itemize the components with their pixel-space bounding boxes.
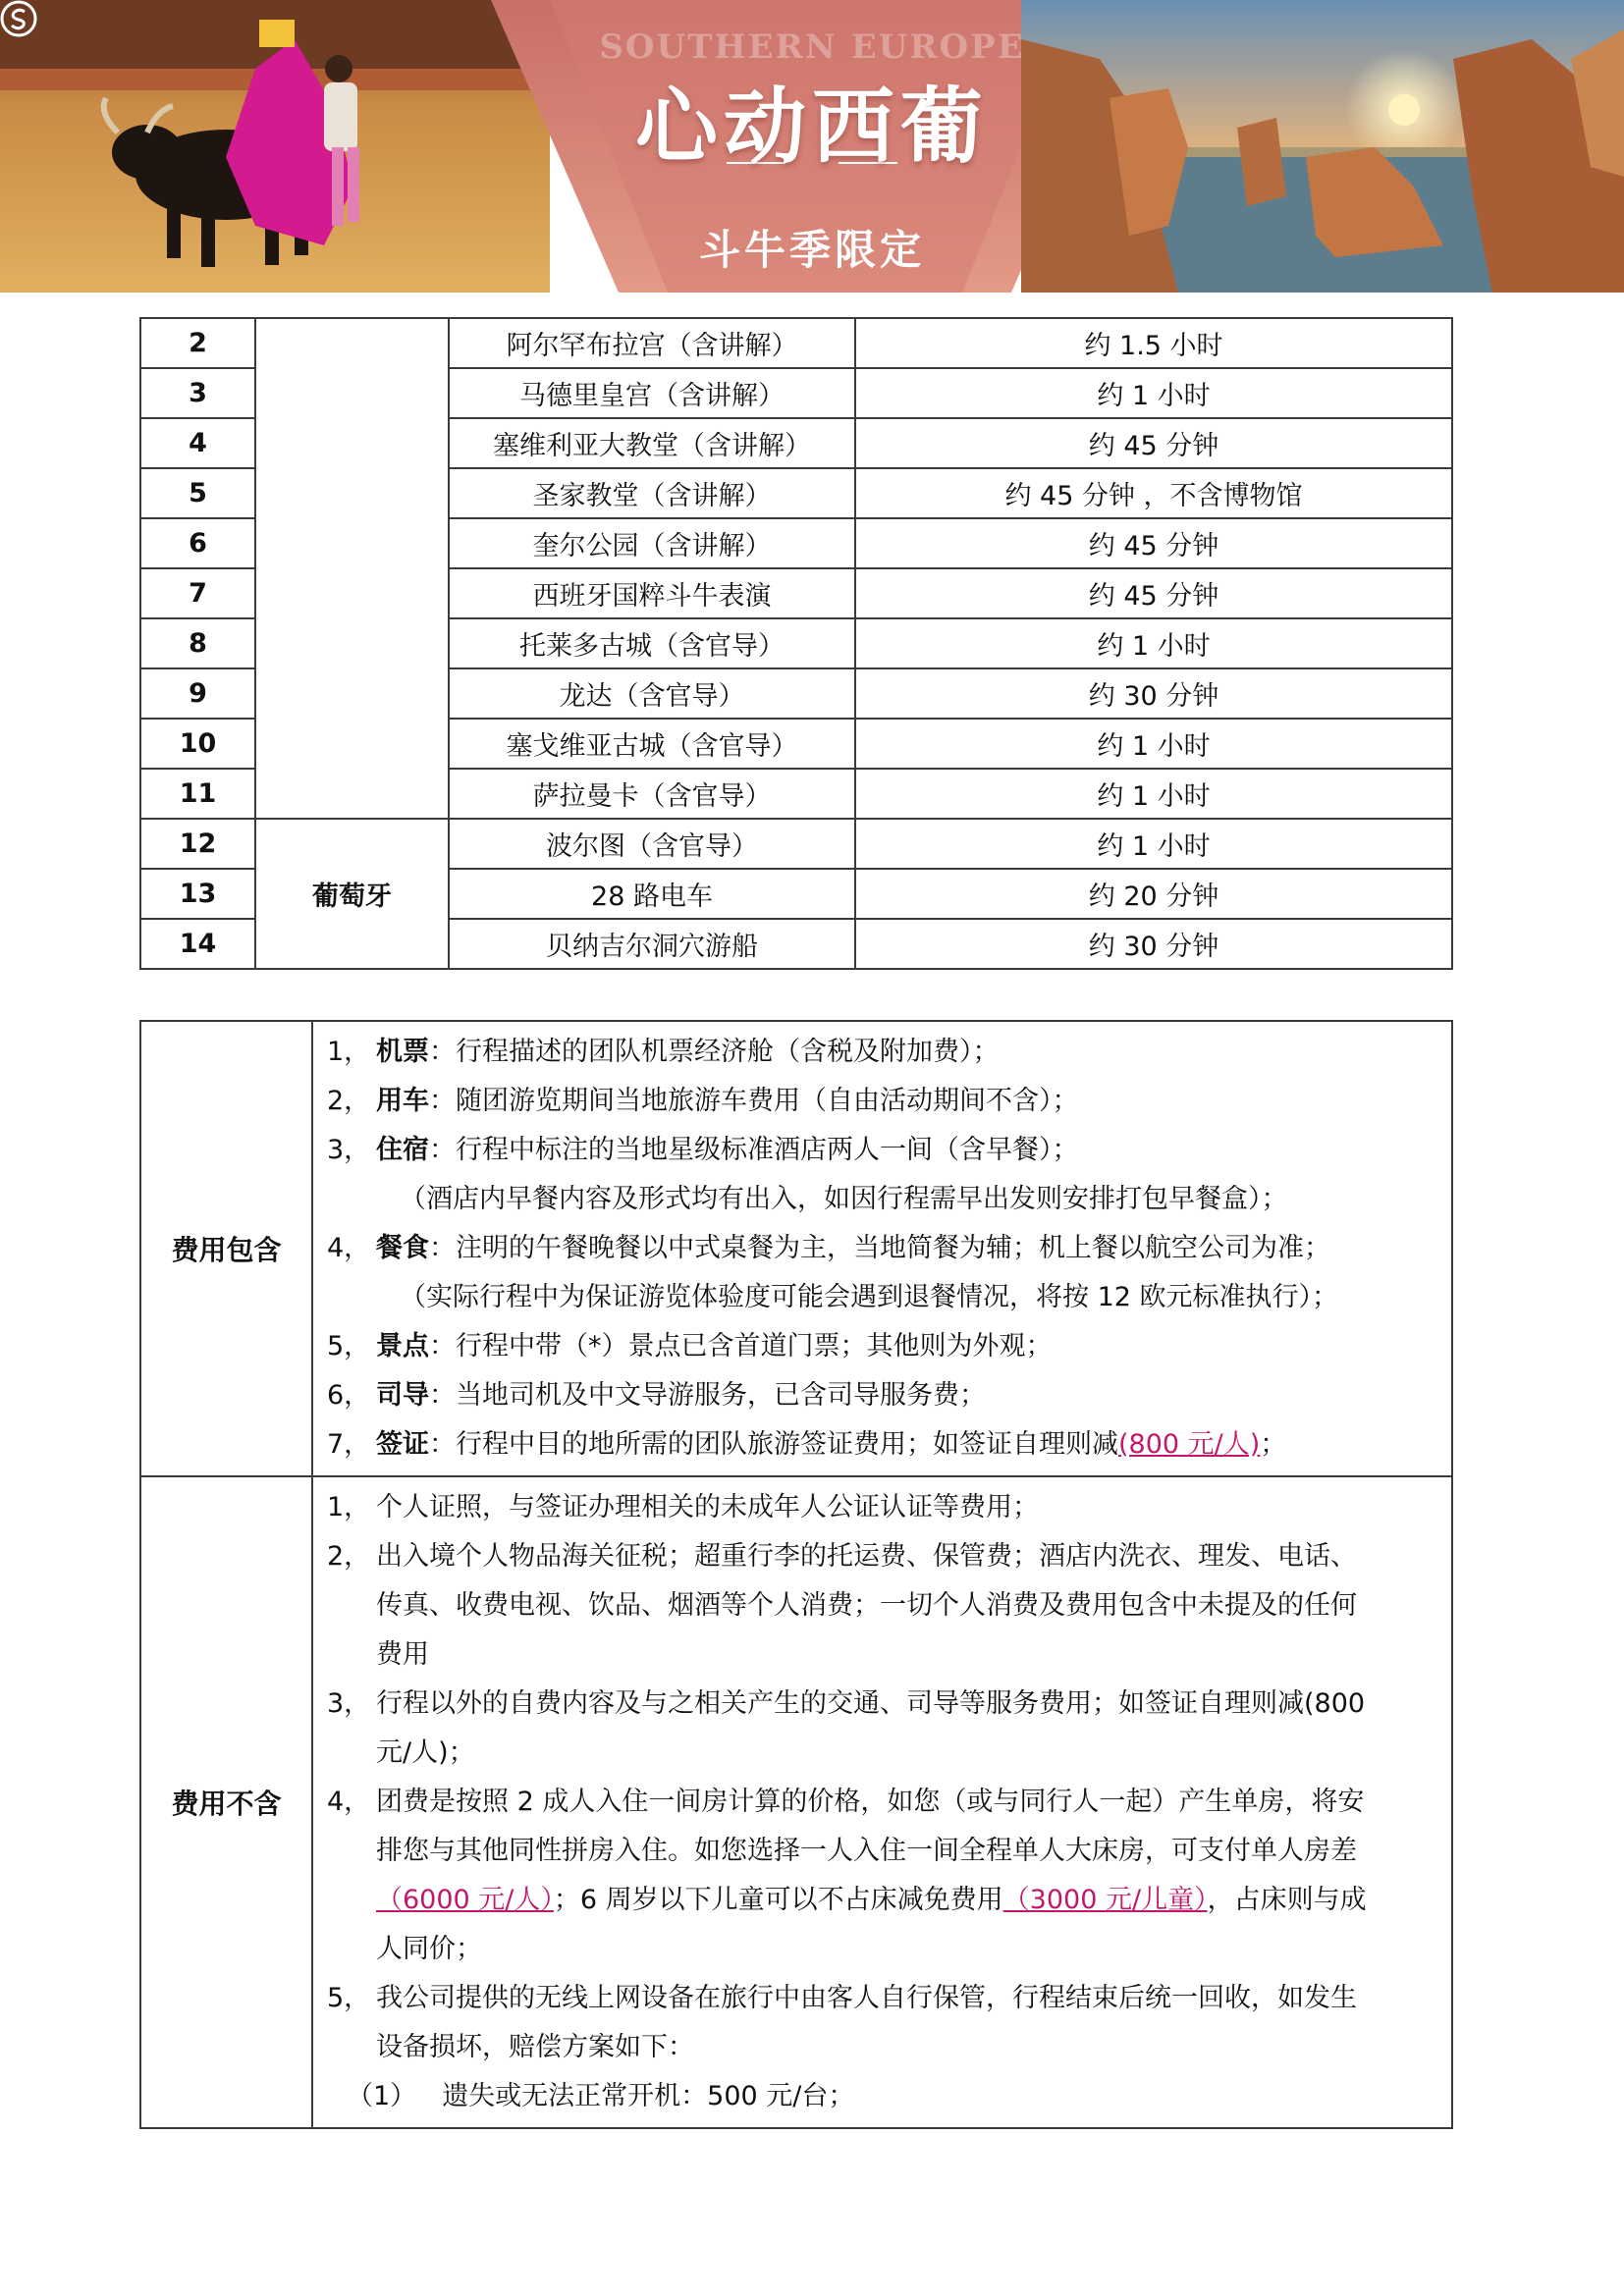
excluded-label: 费用不含 (140, 1476, 312, 2128)
attraction-name: 波尔图（含官导） (449, 819, 855, 869)
row-number: 5 (140, 468, 255, 518)
list-item (327, 1224, 1437, 1273)
sub-list-item (327, 2072, 1437, 2121)
attraction-duration: 约 45 分钟 (855, 418, 1452, 468)
list-item (327, 1420, 1437, 1469)
attraction-duration: 约 45 分钟 (855, 568, 1452, 618)
item-text-line: 人同价； (376, 1934, 482, 1964)
item-text: ：随团游览期间当地旅游车费用（自由活动期间不含）； (429, 1086, 1079, 1116)
item-text-line: 我公司提供的无线上网设备在旅行中由客人自行保管，行程结束后统一回收，如发生 (376, 1983, 1357, 2013)
country-cell-portugal: 葡萄牙 (255, 819, 449, 969)
item-text-line: 传真、收费电视、饮品、烟酒等个人消费；一切个人消费及费用包含中未提及的任何 (376, 1590, 1357, 1621)
brand-logo-icon (0, 0, 37, 37)
attraction-name: 萨拉曼卡（含官导） (449, 769, 855, 819)
child-fee-highlight: （3000 元/儿童） (1002, 1885, 1208, 1915)
list-item-note (327, 1273, 1437, 1322)
item-number: 1， (327, 1037, 371, 1067)
visa-reduction-highlight: (800 元/人) (1118, 1429, 1261, 1460)
item-text-line: 出入境个人物品海关征税；超重行李的托运费、保管费；酒店内洗衣、理发、电话、 (376, 1541, 1357, 1572)
item-note: （酒店内早餐内容及形式均有出入，如因行程需早出发则安排打包早餐盒）； (400, 1184, 1288, 1214)
banner-subtitle: 斗牛季限定 (698, 226, 925, 274)
cost-table (139, 1020, 1453, 2129)
item-text-line (376, 1876, 1437, 1925)
item-number: 3， (327, 1135, 371, 1165)
attractions-table (139, 317, 1453, 970)
item-number: 5， (327, 1331, 371, 1362)
included-content (312, 1021, 1452, 1476)
item-text: ：行程中目的地所需的团队旅游签证费用；如签证自理则减 (429, 1429, 1118, 1460)
attraction-name: 奎尔公园（含讲解） (449, 518, 855, 568)
item-number: 5， (327, 1983, 371, 2013)
excluded-row (140, 1476, 1452, 2128)
item-number: 1， (327, 1492, 371, 1522)
attraction-duration: 约 20 分钟 (855, 869, 1452, 919)
attraction-name: 龙达（含官导） (449, 668, 855, 719)
item-title: 签证 (376, 1429, 429, 1460)
item-title: 景点 (376, 1331, 429, 1362)
list-item (327, 1680, 1437, 1778)
row-number: 6 (140, 518, 255, 568)
attraction-name: 塞维利亚大教堂（含讲解） (449, 418, 855, 468)
list-item (327, 1483, 1437, 1532)
item-text-line: 团费是按照 2 成人入住一间房计算的价格，如您（或与同行人一起）产生单房，将安 (376, 1787, 1365, 1817)
attraction-name: 马德里皇宫（含讲解） (449, 368, 855, 418)
header-banner (0, 0, 1624, 293)
row-number: 8 (140, 618, 255, 668)
included-label: 费用包含 (140, 1021, 312, 1476)
item-number: 4， (327, 1233, 371, 1263)
attraction-name: 托莱多古城（含官导） (449, 618, 855, 668)
row-number: 14 (140, 919, 255, 969)
item-text: ：行程中带（*）景点已含首道门票；其他则为外观； (429, 1331, 1053, 1362)
row-number: 11 (140, 769, 255, 819)
attraction-duration: 约 45 分钟 (855, 518, 1452, 568)
attraction-duration: 约 1 小时 (855, 719, 1452, 769)
row-number: 13 (140, 869, 255, 919)
item-text: ：行程描述的团队机票经济舱（含税及附加费）； (429, 1037, 1000, 1067)
item-number: 2， (327, 1541, 371, 1572)
attraction-duration: 约 30 分钟 (855, 919, 1452, 969)
attraction-name: 西班牙国粹斗牛表演 (449, 568, 855, 618)
row-number: 3 (140, 368, 255, 418)
item-text: ，占床则与成 (1207, 1885, 1367, 1915)
attraction-name: 28 路电车 (449, 869, 855, 919)
item-number: 3， (327, 1688, 371, 1719)
item-text: ：当地司机及中文导游服务，已含司导服务费； (429, 1380, 986, 1411)
banner-title: 心动西葡 (634, 79, 989, 175)
row-number: 2 (140, 318, 255, 368)
row-number: 12 (140, 819, 255, 869)
list-item (327, 1974, 1437, 2072)
attraction-duration: 约 1 小时 (855, 368, 1452, 418)
attraction-name: 圣家教堂（含讲解） (449, 468, 855, 518)
row-number: 9 (140, 668, 255, 719)
country-cell-spain (255, 318, 449, 819)
attraction-duration: 约 1 小时 (855, 618, 1452, 668)
item-text: ：行程中标注的当地星级标准酒店两人一间（含早餐）； (429, 1135, 1079, 1165)
item-title: 用车 (376, 1086, 429, 1116)
attraction-duration: 约 1 小时 (855, 769, 1452, 819)
attraction-name: 贝纳吉尔洞穴游船 (449, 919, 855, 969)
list-item-note (327, 1175, 1437, 1224)
item-text-line: 排您与其他同性拼房入住。如您选择一人入住一间全程单人大床房，可支付单人房差 (376, 1836, 1357, 1866)
banner-english-subtitle: SOUTHERN EUROPE (599, 27, 1025, 67)
item-title: 餐食 (376, 1233, 429, 1263)
attraction-duration: 约 1.5 小时 (855, 318, 1452, 368)
item-text: ；6 周岁以下儿童可以不占床减免费用 (553, 1885, 1003, 1915)
list-item (327, 1778, 1437, 1974)
list-item (327, 1126, 1437, 1175)
row-number: 10 (140, 719, 255, 769)
sub-item-number: （1） (347, 2081, 417, 2111)
item-title: 司导 (376, 1380, 429, 1411)
list-item (327, 1532, 1437, 1680)
table-row (140, 318, 1452, 368)
attraction-duration: 约 45 分钟 ，不含博物馆 (855, 468, 1452, 518)
item-number: 4， (327, 1787, 371, 1817)
list-item (327, 1322, 1437, 1371)
attraction-duration: 约 1 小时 (855, 819, 1452, 869)
item-note: （实际行程中为保证游览体验度可能会遇到退餐情况，将按 12 欧元标准执行）； (400, 1282, 1339, 1312)
attraction-name: 阿尔罕布拉宫（含讲解） (449, 318, 855, 368)
list-item (327, 1028, 1437, 1077)
item-text-line: 行程以外的自费内容及与之相关产生的交通、司导等服务费用；如签证自理则减(800 (376, 1688, 1366, 1719)
attraction-duration: 约 30 分钟 (855, 668, 1452, 719)
item-text-end: ； (1260, 1429, 1287, 1460)
list-item (327, 1371, 1437, 1420)
item-text: ：注明的午餐晚餐以中式桌餐为主，当地简餐为辅；机上餐以航空公司为准； (429, 1233, 1330, 1263)
table-row (140, 819, 1452, 869)
item-title: 机票 (376, 1037, 429, 1067)
included-row (140, 1021, 1452, 1476)
attraction-name: 塞戈维亚古城（含官导） (449, 719, 855, 769)
list-item (327, 1077, 1437, 1126)
item-text-line: 元/人)； (376, 1737, 475, 1768)
row-number: 4 (140, 418, 255, 468)
item-number: 7， (327, 1429, 371, 1460)
sub-item-text: 遗失或无法正常开机：500 元/台； (442, 2081, 855, 2111)
item-number: 6， (327, 1380, 371, 1411)
row-number: 7 (140, 568, 255, 618)
excluded-content (312, 1476, 1452, 2128)
item-text-line: 设备损坏，赔偿方案如下： (376, 2032, 694, 2062)
item-number: 2， (327, 1086, 371, 1116)
single-room-fee-highlight: （6000 元/人） (376, 1885, 554, 1915)
item-text-line: 费用 (376, 1639, 429, 1670)
item-title: 住宿 (376, 1135, 429, 1165)
item-text: 个人证照，与签证办理相关的未成年人公证认证等费用； (376, 1492, 1039, 1522)
